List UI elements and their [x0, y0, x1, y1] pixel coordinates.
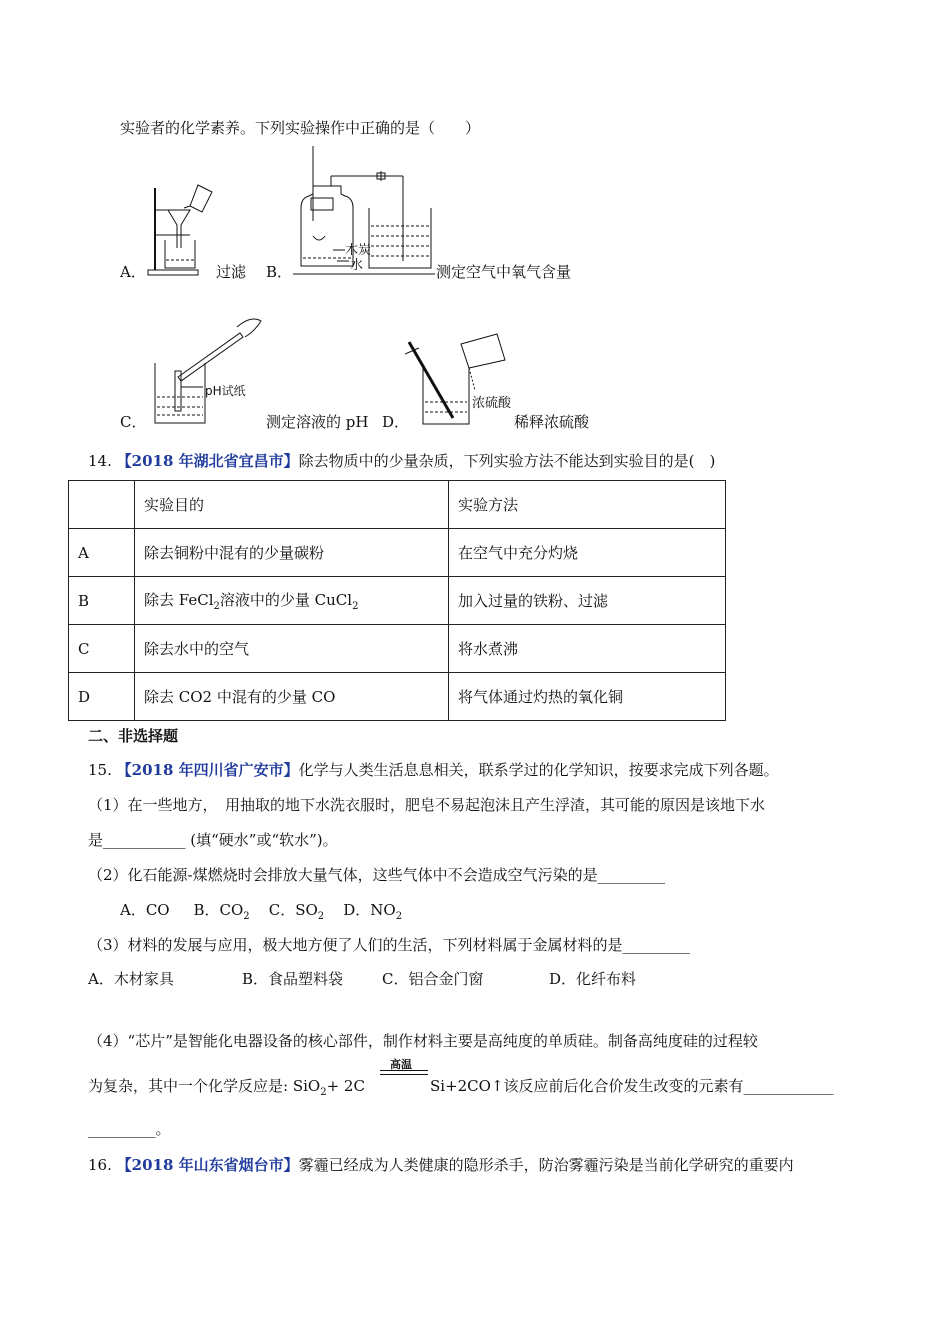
q15-part1-line2: 是___________ (填“硬水”或“软水”)。 [88, 831, 338, 849]
q15-number: 15. [88, 761, 112, 779]
q15-part1-line1: （1）在一些地方， 用抽取的地下水洗衣服时，肥皂不易起泡沫且产生浮渣，其可能的原因是该地下水 [88, 796, 766, 814]
q15-part3-line1: （3）材料的发展与应用，极大地方便了人们的生活，下列材料属于金属材料的是_________ [88, 936, 691, 954]
ph-test-figure [145, 315, 265, 427]
option-c-caption: 测定溶液的 pH [266, 413, 369, 431]
q14-line [88, 450, 715, 471]
option-c-letter: C． [120, 413, 147, 431]
option-d-letter: D． [382, 413, 410, 431]
table-row [69, 673, 726, 721]
q15-part2-options [120, 899, 402, 922]
filtration-figure [140, 180, 222, 280]
row-method: 将水煮沸 [449, 625, 726, 673]
option-b-letter: B． [266, 263, 293, 281]
equals-line-top [380, 1070, 428, 1071]
q16-text: 雾霾已经成为人类健康的隐形杀手，防治雾霾污染是当前化学研究的重要内 [298, 1156, 794, 1174]
q15-part3-option-b: B．食品塑料袋 [242, 970, 344, 988]
table-row [69, 529, 726, 577]
q15-part2-line1: （2）化石能源-煤燃烧时会排放大量气体，这些气体中不会造成空气污染的是_________ [88, 866, 666, 884]
row-key: C [69, 625, 135, 673]
q15-line [88, 759, 779, 780]
option-a-letter: A． [120, 263, 146, 281]
experiment-table [68, 480, 726, 721]
q15-part4-line3: _________。 [88, 1120, 171, 1138]
header-cell-method: 实验方法 [449, 481, 726, 529]
q14-number: 14. [88, 452, 112, 470]
table-row [69, 577, 726, 625]
dilute-acid-figure [405, 330, 510, 430]
row-key: B [69, 577, 135, 625]
row-purpose: 除去 CO2 中混有的少量 CO [135, 673, 449, 721]
row-purpose: 除去水中的空气 [135, 625, 449, 673]
ph-paper-label: pH试纸 [205, 384, 246, 398]
row-key: A [69, 529, 135, 577]
row-purpose: 除去 FeCl$_2$溶液中的少量 CuCl$_2$ [135, 577, 449, 625]
q15-p2-option-a: A．CO [120, 901, 170, 919]
conc-acid-label: 浓硫酸 [472, 396, 512, 411]
q15-intro: 化学与人类生活息息相关，联系学过的化学知识，按要求完成下列各题。 [298, 761, 779, 779]
q15-part3-option-d: D．化纤布料 [549, 970, 637, 988]
row-method: 在空气中充分灼烧 [449, 529, 726, 577]
option-b-caption: 测定空气中氧气含量 [436, 263, 572, 281]
q14-source: 【2018 年湖北省宜昌市】 [116, 452, 299, 470]
q15-part3-option-a: A．木材家具 [88, 970, 174, 988]
q15-p2-option-c: C．$SO_2$ [268, 901, 325, 922]
q15-source: 【2018 年四川省广安市】 [116, 761, 299, 779]
q14-text: 除去物质中的少量杂质，下列实验方法不能达到实验目的是( ) [298, 452, 716, 470]
reaction-condition: 高温 [390, 1058, 412, 1071]
q15-p2-option-b: B．$CO_2$ [193, 901, 250, 922]
row-method: 加入过量的铁粉、过滤 [449, 577, 726, 625]
row-purpose: 除去铜粉中混有的少量碳粉 [135, 529, 449, 577]
row-key: D [69, 673, 135, 721]
q16-source: 【2018 年山东省烟台市】 [116, 1156, 299, 1174]
q15-part4-line2: 为复杂，其中一个化学反应是: SiO$_2$+ 2C [88, 1077, 365, 1098]
table-header-row [69, 481, 726, 529]
q15-part4-line1: （4）“芯片”是智能化电器设备的核心部件，制作材料主要是高纯度的单质硅。制备高纯度硅的过程较 [88, 1032, 758, 1050]
option-a-caption: 过滤 [216, 263, 247, 281]
q15-part3-option-c: C．铝合金门窗 [382, 970, 484, 988]
section-title: 二、非选择题 [88, 727, 179, 745]
row-method: 将气体通过灼热的氧化铜 [449, 673, 726, 721]
header-cell-key [69, 481, 135, 529]
header-cell-purpose: 实验目的 [135, 481, 449, 529]
q16-number: 16. [88, 1156, 112, 1174]
option-d-caption: 稀释浓硫酸 [514, 413, 590, 431]
table-row [69, 625, 726, 673]
oxygen-test-figure [293, 146, 435, 278]
equals-line-bottom [380, 1074, 428, 1075]
q16-line [88, 1154, 794, 1175]
q15-part4-line2-suffix: Si+2CO↑该反应前后化合价发生改变的元素有____________ [430, 1077, 834, 1095]
q15-p2-option-d: D．$NO_2$ [343, 901, 403, 922]
charcoal-label: 木炭 [345, 243, 372, 258]
q13-stem: 实验者的化学素养。下列实验操作中正确的是（ ） [120, 119, 481, 137]
water-label: 水 [350, 258, 364, 273]
